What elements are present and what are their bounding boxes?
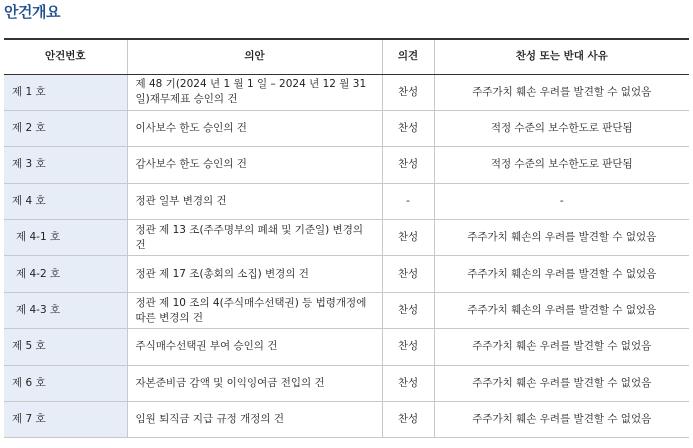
agenda-number-cell: 제 6 호 [4,365,127,401]
header-opinion: 의견 [382,39,434,74]
reason-cell: 주주가치 훼손 우려를 발견할 수 없었음 [434,365,689,401]
table-row [4,329,689,365]
opinion-cell: 찬성 [382,110,434,146]
table-row [4,74,689,110]
agenda-item-cell: 정관 제 13 조(주주명부의 폐쇄 및 기준일) 변경의 건 [127,220,382,256]
table-header [4,39,689,74]
agenda-number-cell: 제 7 호 [4,402,127,438]
reason-cell: 적정 수준의 보수한도로 판단됨 [434,147,689,183]
agenda-number-cell: 제 4 호 [4,183,127,219]
reason-cell: 주주가치 훼손 우려를 발견할 수 없었음 [434,402,689,438]
opinion-cell: 찬성 [382,74,434,110]
agenda-number-cell: 제 1 호 [4,74,127,110]
reason-cell: 주주가치 훼손의 우려를 발견할 수 없었음 [434,220,689,256]
opinion-cell: 찬성 [382,256,434,292]
agenda-item-cell: 정관 제 17 조(총회의 소집) 변경의 건 [127,256,382,292]
table-row [4,292,689,328]
agenda-item-cell: 임원 퇴직금 지급 규정 개정의 건 [127,402,382,438]
reason-cell: 적정 수준의 보수한도로 판단됨 [434,110,689,146]
table-row [4,183,689,219]
table-body [4,74,689,438]
agenda-item-cell: 주식매수선택권 부여 승인의 건 [127,329,382,365]
header-agenda-item: 의안 [127,39,382,74]
agenda-item-cell: 정관 일부 변경의 건 [127,183,382,219]
header-agenda-number: 안건번호 [4,39,127,74]
agenda-number-cell: 제 2 호 [4,110,127,146]
opinion-cell: 찬성 [382,147,434,183]
reason-cell: 주주가치 훼손 우려를 발견할 수 없었음 [434,329,689,365]
table-row [4,110,689,146]
agenda-item-cell: 감사보수 한도 승인의 건 [127,147,382,183]
table-row [4,147,689,183]
agenda-table [4,38,689,438]
agenda-number-cell: 제 4-1 호 [4,220,127,256]
header-row [4,39,689,74]
reason-cell: - [434,183,689,219]
table-row [4,365,689,401]
agenda-item-cell: 자본준비금 감액 및 이익잉여금 전입의 건 [127,365,382,401]
opinion-cell: 찬성 [382,329,434,365]
table-row [4,220,689,256]
table-row [4,256,689,292]
agenda-number-cell: 제 4-3 호 [4,292,127,328]
opinion-cell: 찬성 [382,292,434,328]
opinion-cell: - [382,183,434,219]
section-title: 안건개요 [4,3,60,21]
opinion-cell: 찬성 [382,365,434,401]
agenda-item-cell: 제 48 기(2024 년 1 월 1 일 – 2024 년 12 월 31 일)재무제표 승인의 건 [127,74,382,110]
agenda-number-cell: 제 5 호 [4,329,127,365]
reason-cell: 주주가치 훼손 우려를 발견할 수 없었음 [434,74,689,110]
reason-cell: 주주가치 훼손의 우려를 발견할 수 없었음 [434,292,689,328]
agenda-number-cell: 제 3 호 [4,147,127,183]
agenda-number-cell: 제 4-2 호 [4,256,127,292]
table-row [4,402,689,438]
reason-cell: 주주가치 훼손의 우려를 발견할 수 없었음 [434,256,689,292]
agenda-item-cell: 정관 제 10 조의 4(주식매수선택권) 등 법령개정에 따른 변경의 건 [127,292,382,328]
agenda-item-cell: 이사보수 한도 승인의 건 [127,110,382,146]
header-reason: 찬성 또는 반대 사유 [434,39,689,74]
opinion-cell: 찬성 [382,220,434,256]
opinion-cell: 찬성 [382,402,434,438]
